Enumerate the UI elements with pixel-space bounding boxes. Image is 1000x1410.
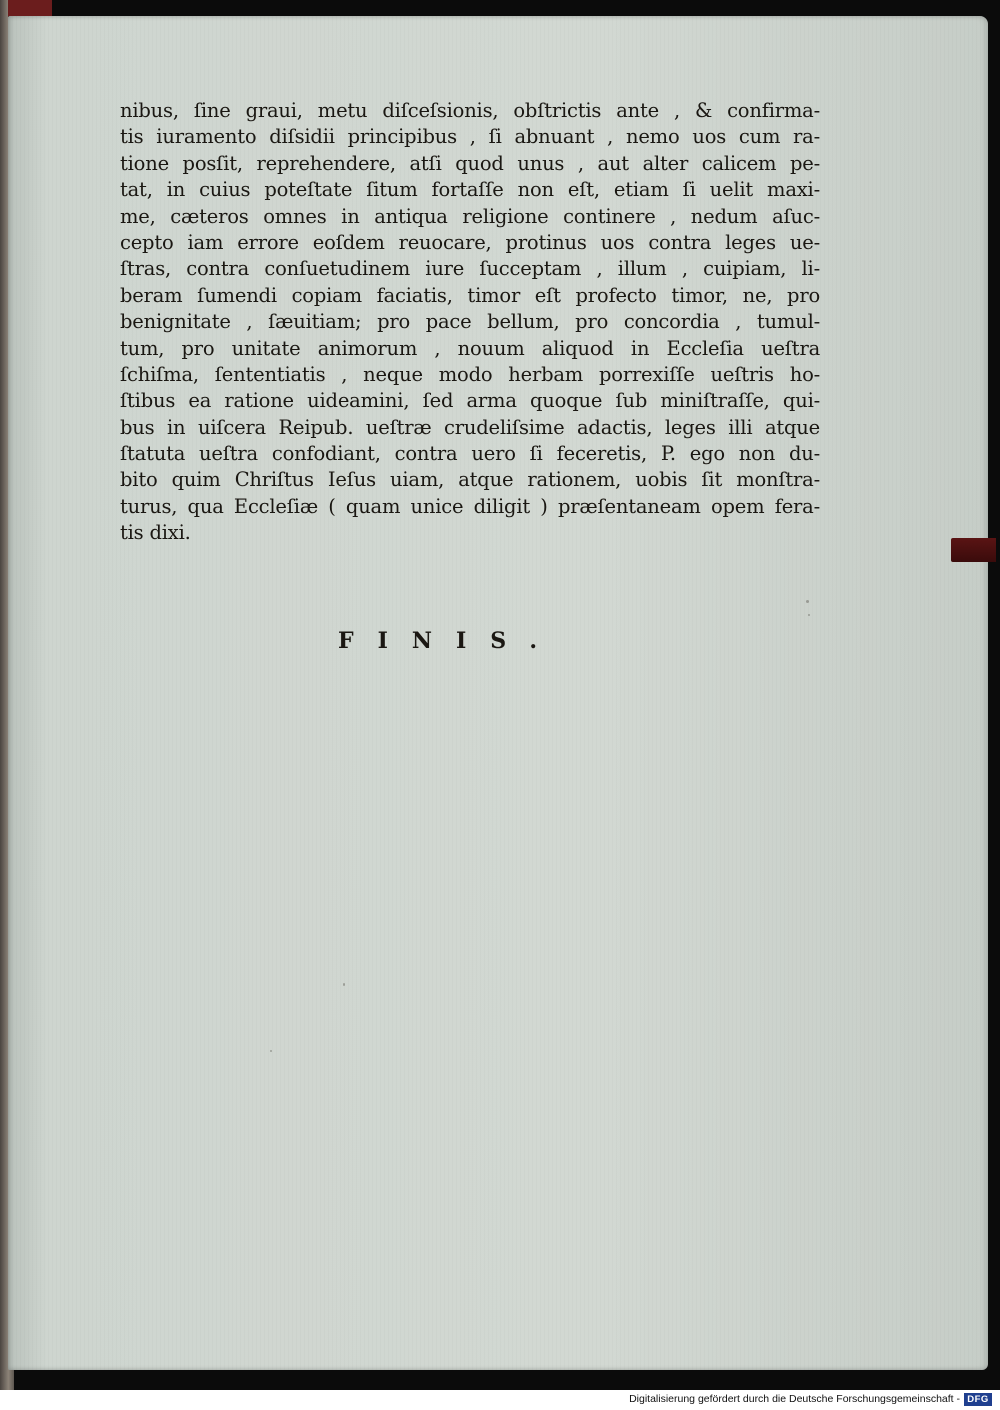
dfg-logo: DFG bbox=[964, 1393, 992, 1406]
book-page bbox=[8, 16, 988, 1370]
text-line: me, cæteros omnes in antiqua religione continere , nedum aſuc- bbox=[120, 204, 820, 228]
footer-bar bbox=[0, 1390, 1000, 1410]
text-line: tum, pro unitate animorum , nouum aliquod in Eccleſia ueſtra bbox=[120, 336, 820, 360]
ink-speck bbox=[808, 614, 810, 616]
ink-speck bbox=[270, 1050, 272, 1052]
text-line: benignitate , ſæuitiam; pro pace bellum, pro concordia , tumul- bbox=[120, 310, 820, 334]
ribbon-bookmark bbox=[951, 538, 996, 562]
text-line: tis iuramento diſsidii principibus , ſi abnuant , nemo uos cum ra- bbox=[120, 125, 820, 149]
funding-credit: Digitalisierung gefördert durch die Deutsche Forschungsgemeinschaft - bbox=[629, 1393, 960, 1405]
text-line: turus, qua Eccleſiæ ( quam unice diligit ) præſentaneam opem fera- bbox=[120, 494, 820, 518]
top-ribbon-tab bbox=[8, 0, 52, 17]
text-line: ſtibus ea ratione uideamini, ſed arma quoque ſub miniſtraſſe, qui- bbox=[120, 389, 820, 413]
body-text bbox=[120, 98, 820, 547]
text-line: nibus, ſine graui, metu diſceſsionis, obſtrictis ante , & confirma- bbox=[120, 99, 820, 122]
text-line: beram ſumendi copiam faciatis, timor eſt profecto timor, ne, pro bbox=[120, 283, 820, 307]
ink-speck bbox=[343, 983, 345, 986]
text-line: bus in uiſcera Reipub. ueſtræ crudeliſsime adactis, leges illi atque bbox=[120, 415, 820, 439]
text-line: ſchiſma, ſententiatis , neque modo herbam porrexiſſe ueſtris ho- bbox=[120, 362, 820, 386]
text-line: tione posſit, reprehendere, atſi quod unus , aut alter calicem pe- bbox=[120, 151, 820, 175]
ink-speck bbox=[806, 600, 809, 603]
finis-closing: FINIS. bbox=[338, 628, 562, 654]
text-line: cepto iam errore eoſdem reuocare, protinus uos contra leges ue- bbox=[120, 230, 820, 254]
text-line: bito quim Chriſtus Ieſus uiam, atque rationem, uobis ſit monſtra- bbox=[120, 468, 820, 492]
text-line: ſtras, contra conſuetudinem iure ſucceptam , illum , cuipiam, li- bbox=[120, 257, 820, 281]
text-line: tis dixi. bbox=[120, 521, 191, 545]
text-line: ſtatuta ueſtra confodiant, contra uero ſi feceretis, P. ego non du- bbox=[120, 442, 820, 466]
text-line: tat, in cuius poteſtate ſitum fortaſſe non eſt, etiam ſi uelit maxi- bbox=[120, 178, 820, 202]
